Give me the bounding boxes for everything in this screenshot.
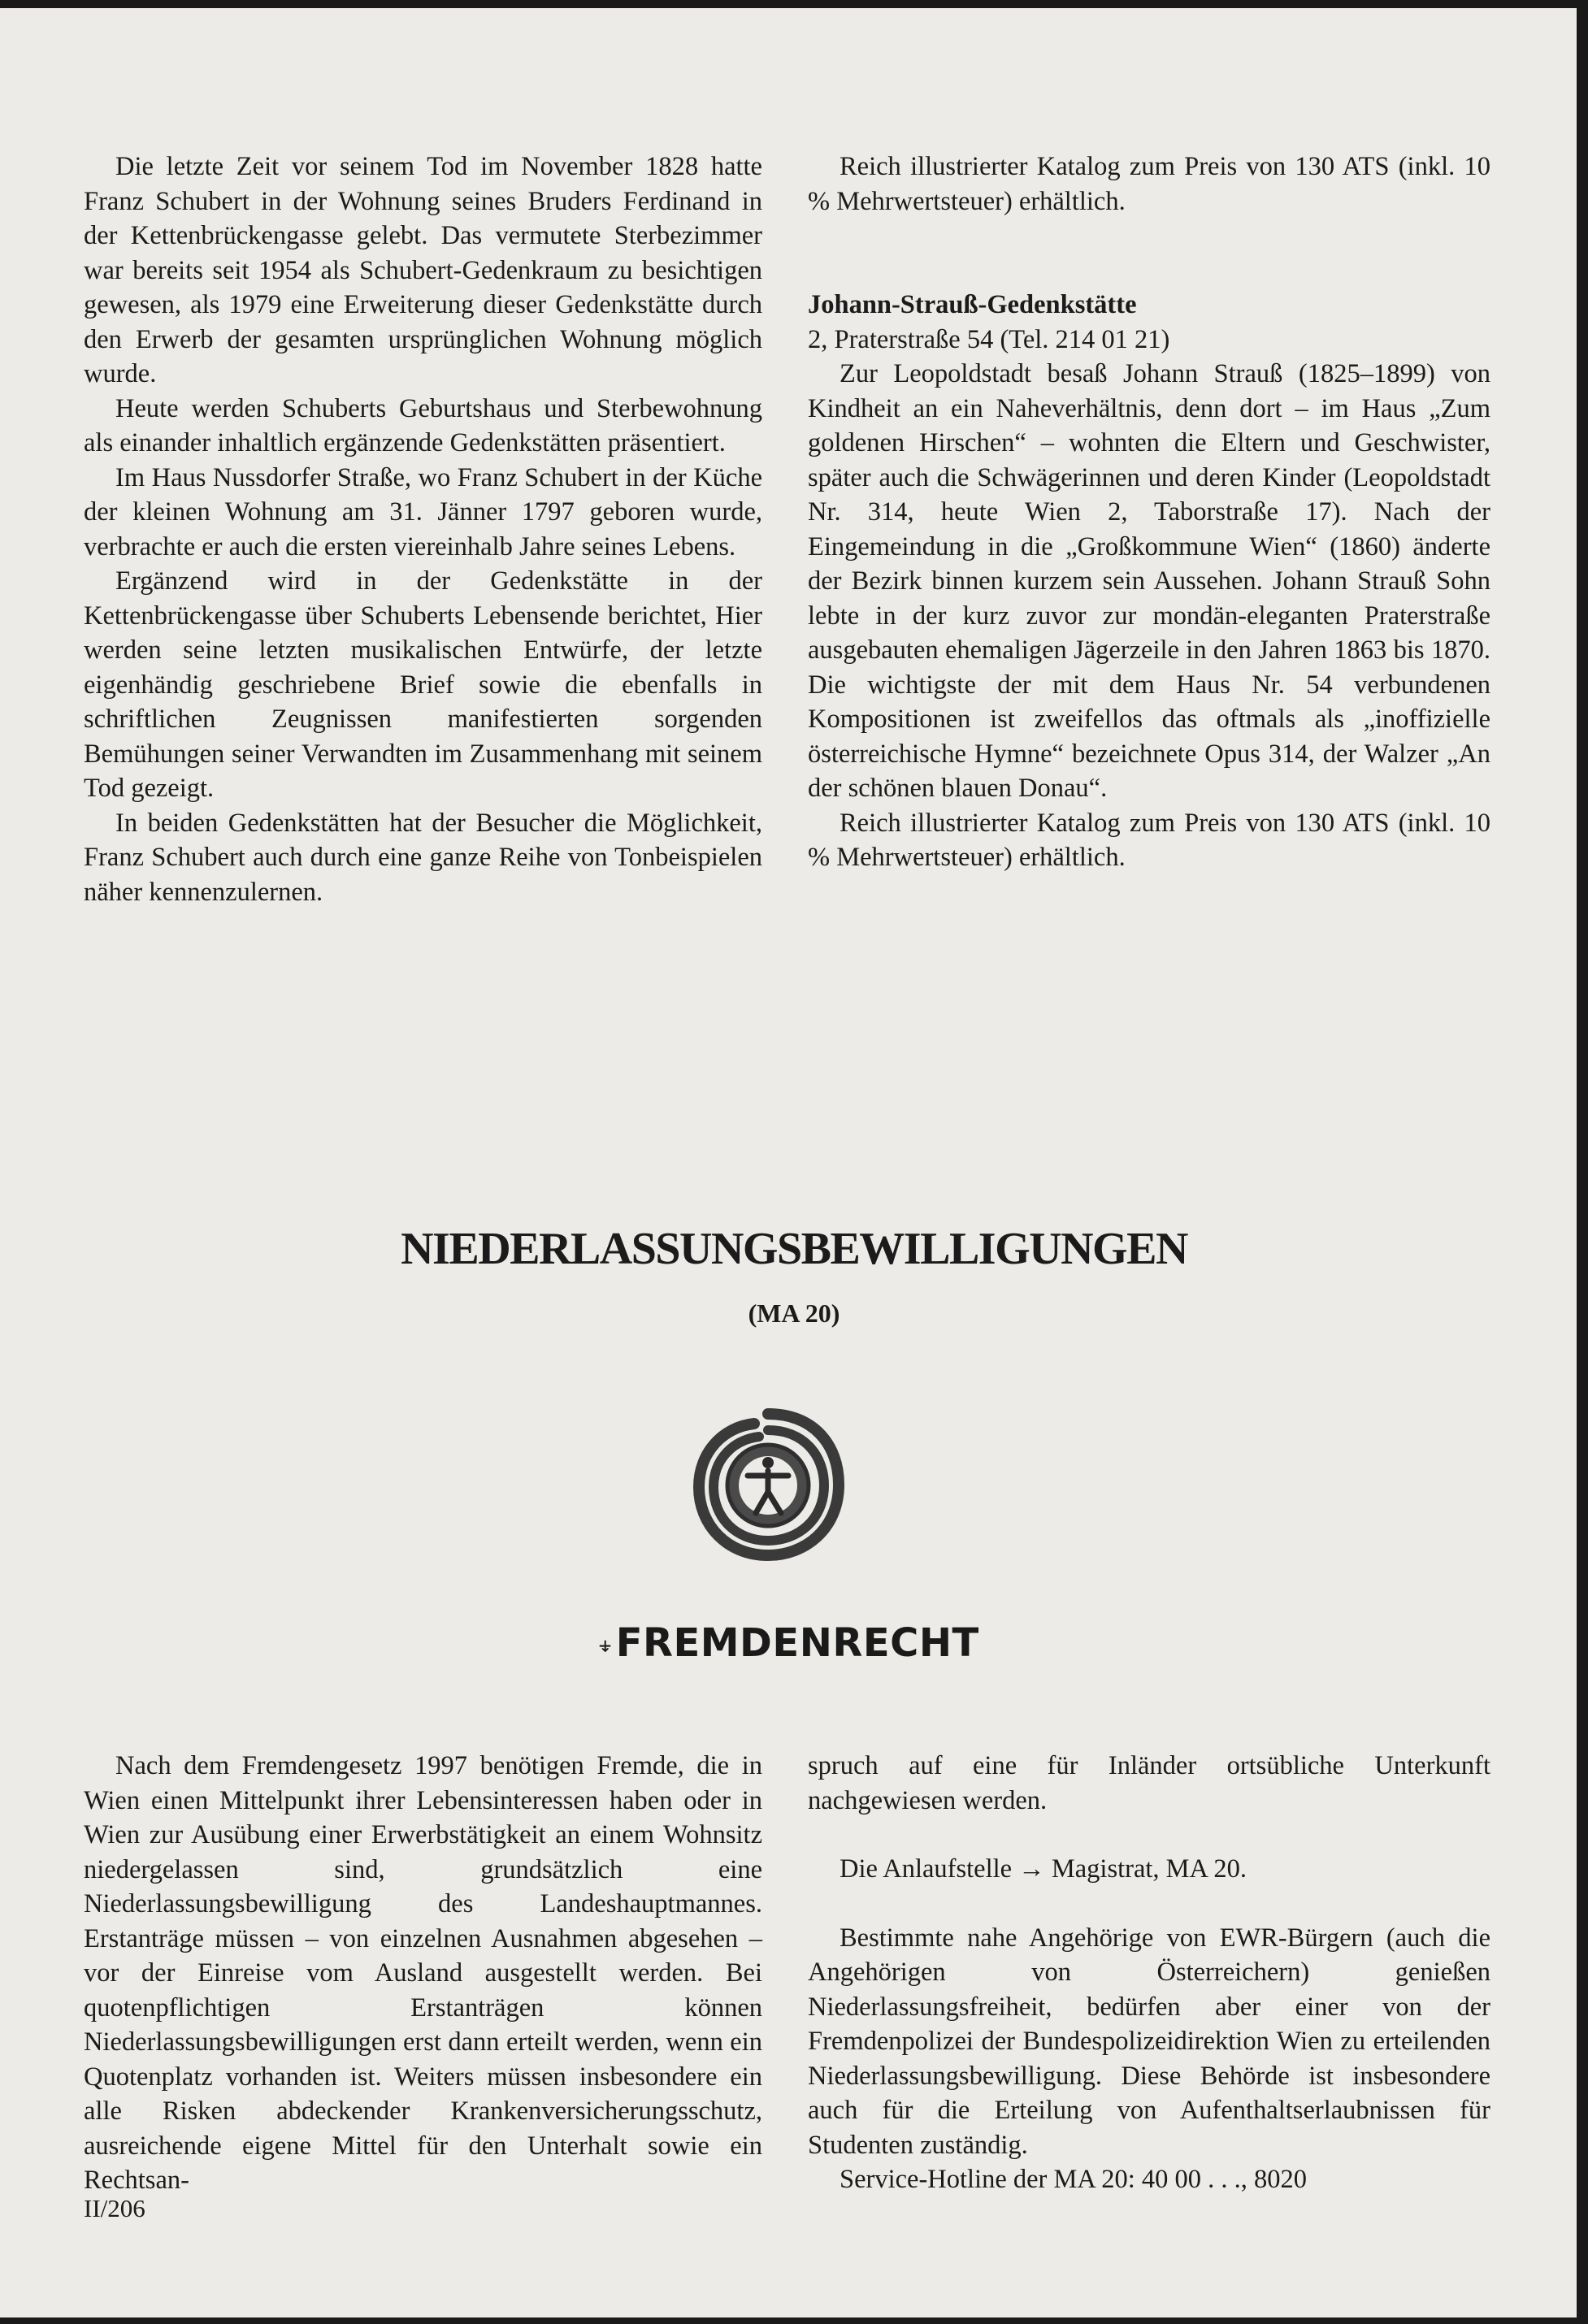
schubert-paragraph-3: Im Haus Nussdorfer Straße, wo Franz Schubert in der Küche der kleinen Wohnung am 31. Jänner 1797 geboren wurde, verbrachte er auch die ersten viereinhalb Jahre seines Lebens. xyxy=(84,462,762,561)
top-right-column xyxy=(808,150,1490,875)
spacer xyxy=(808,1887,1490,1921)
hotline-line: Service-Hotline der MA 20: 40 00 . . ., 8020 xyxy=(840,2165,1307,2194)
spacer xyxy=(808,1818,1490,1852)
top-left-column xyxy=(84,150,762,909)
schubert-paragraph-4: Ergänzend wird in der Gedenkstätte in der Kettenbrückengasse über Schuberts Lebensende berichtet, Hier werden seine letzten musikalischen Entwürfe, der letzte eigenhändig geschriebene Brief sowie die ebenfalls in schriftlichen Zeugnissen manifestierten sorgenden Bemühungen seiner Verwandten im Zusammenhang mit seinem Tod gezeigt. xyxy=(84,566,762,803)
section-title: NIEDERLASSUNGSBEWILLIGUNGEN xyxy=(401,1224,1187,1274)
schubert-paragraph-2: Heute werden Schuberts Geburtshaus und Sterbewohnung als einander inhaltlich ergänzende Gedenkstätten präsentiert. xyxy=(84,393,762,457)
fremdengesetz-paragraph: Nach dem Fremdengesetz 1997 benötigen Fremde, die in Wien einen Mittelpunkt ihrer Lebensinteressen haben oder in Wien zur Ausübung einer Erwerbstätigkeit an einem Wohnsitz niedergelassen sind, grundsätzlich eine Niederlassungsbewilligung des Landeshauptmannes. Erstanträge müssen – von einzelnen Ausnahmen abgesehen – vor der Einreise vom Ausland ausgestellt werden. Bei quotenpflichtigen Erstanträgen können Niederlassungsbewilligungen erst dann erteilt werden, wenn ein Quotenplatz vorhanden ist. Weiters müssen insbesondere ein alle Risken abdeckender Krankenversicherungsschutz, ausreichende eigene Mittel für den Unterhalt sowie ein Rechtsan- xyxy=(84,1751,762,2195)
schubert-paragraph-5: In beiden Gedenkstätten hat der Besucher die Möglichkeit, Franz Schubert auch durch eine ganze Reihe von Tonbeispielen näher kennenzulernen. xyxy=(84,808,762,907)
scan-border-right xyxy=(1577,0,1588,2324)
fremdenrecht-wordmark xyxy=(569,1620,1008,1666)
anlaufstelle-line: Die Anlaufstelle → Magistrat, MA 20. xyxy=(840,1854,1247,1884)
page-number: II/206 xyxy=(84,2194,145,2222)
scan-border-bottom xyxy=(0,2317,1588,2324)
bottom-right-column xyxy=(808,1749,1490,2197)
strauss-heading: Johann-Strauß-Gedenkstätte xyxy=(808,290,1137,319)
wordmark-text: FREMDENRECHT xyxy=(615,1620,979,1666)
catalog-note-1: Reich illustrierter Katalog zum Preis von 130 ATS (inkl. 10 % Mehrwertsteuer) erhältlich. xyxy=(808,152,1490,216)
schubert-paragraph-1: Die letzte Zeit vor seinem Tod im November 1828 hatte Franz Schubert in der Wohnung seines Bruders Ferdinand in der Kettenbrückengasse gelebt. Das vermutete Sterbezimmer war bereits seit 1954 als Schubert-Gedenkraum zu besichtigen gewesen, als 1979 eine Erweiterung dieser Gedenkstätte durch den Erwerb der gesamten ursprünglichen Wohnung möglich wurde. xyxy=(84,152,762,388)
fremdenrecht-emblem xyxy=(691,1407,845,1562)
strauss-body: Zur Leopoldstadt besaß Johann Strauß (1825–1899) von Kindheit an ein Naheverhältnis, denn dort – im Haus „Zum goldenen Hirschen“ – wohnten die Eltern und Geschwister, später auch die Schwägerinnen und deren Kinder (Leopoldstadt Nr. 314, heute Wien 2, Taborstraße 17). Nach der Eingemeindung in die „Großkommune Wien“ (1860) änderte der Bezirk binnen kurzem sein Aussehen. Johann Strauß Sohn lebte in der kurz zuvor zur mondän-eleganten Praterstraße ausgebauten ehemaligen Jägerzeile in den Jahren 1863 bis 1870. Die wichtigste der mit dem Haus Nr. 54 verbundenen Kompositionen ist zweifellos das oftmals als „inoffizielle österreichische Hymne“ bezeichnete Opus 314, der Walzer „An der schönen blauen Donau“. xyxy=(808,359,1490,803)
coat-of-arms-icon: ⍖ xyxy=(597,1631,613,1660)
continuation-paragraph: spruch auf eine für Inländer ortsübliche Unterkunft nachgewiesen werden. xyxy=(808,1751,1490,1815)
spacer xyxy=(808,219,1490,288)
scan-border-top xyxy=(0,0,1588,8)
catalog-note-2: Reich illustrierter Katalog zum Preis von 130 ATS (inkl. 10 % Mehrwertsteuer) erhältlich. xyxy=(808,808,1490,872)
strauss-address: 2, Praterstraße 54 (Tel. 214 01 21) xyxy=(808,324,1170,354)
section-subtitle: (MA 20) xyxy=(748,1299,840,1328)
ewr-paragraph: Bestimmte nahe Angehörige von EWR-Bürgern (auch die Angehörigen von Österreichern) genießen Niederlassungsfreiheit, bedürfen aber einer von der Fremdenpolizei der Bundespolizeidirektion Wien zu erteilenden Niederlassungsbewilligung. Diese Behörde ist insbesondere auch für die Erteilung von Aufenthaltserlaubnissen für Studenten zuständig. xyxy=(808,1923,1490,2160)
bottom-left-column xyxy=(84,1749,762,2198)
